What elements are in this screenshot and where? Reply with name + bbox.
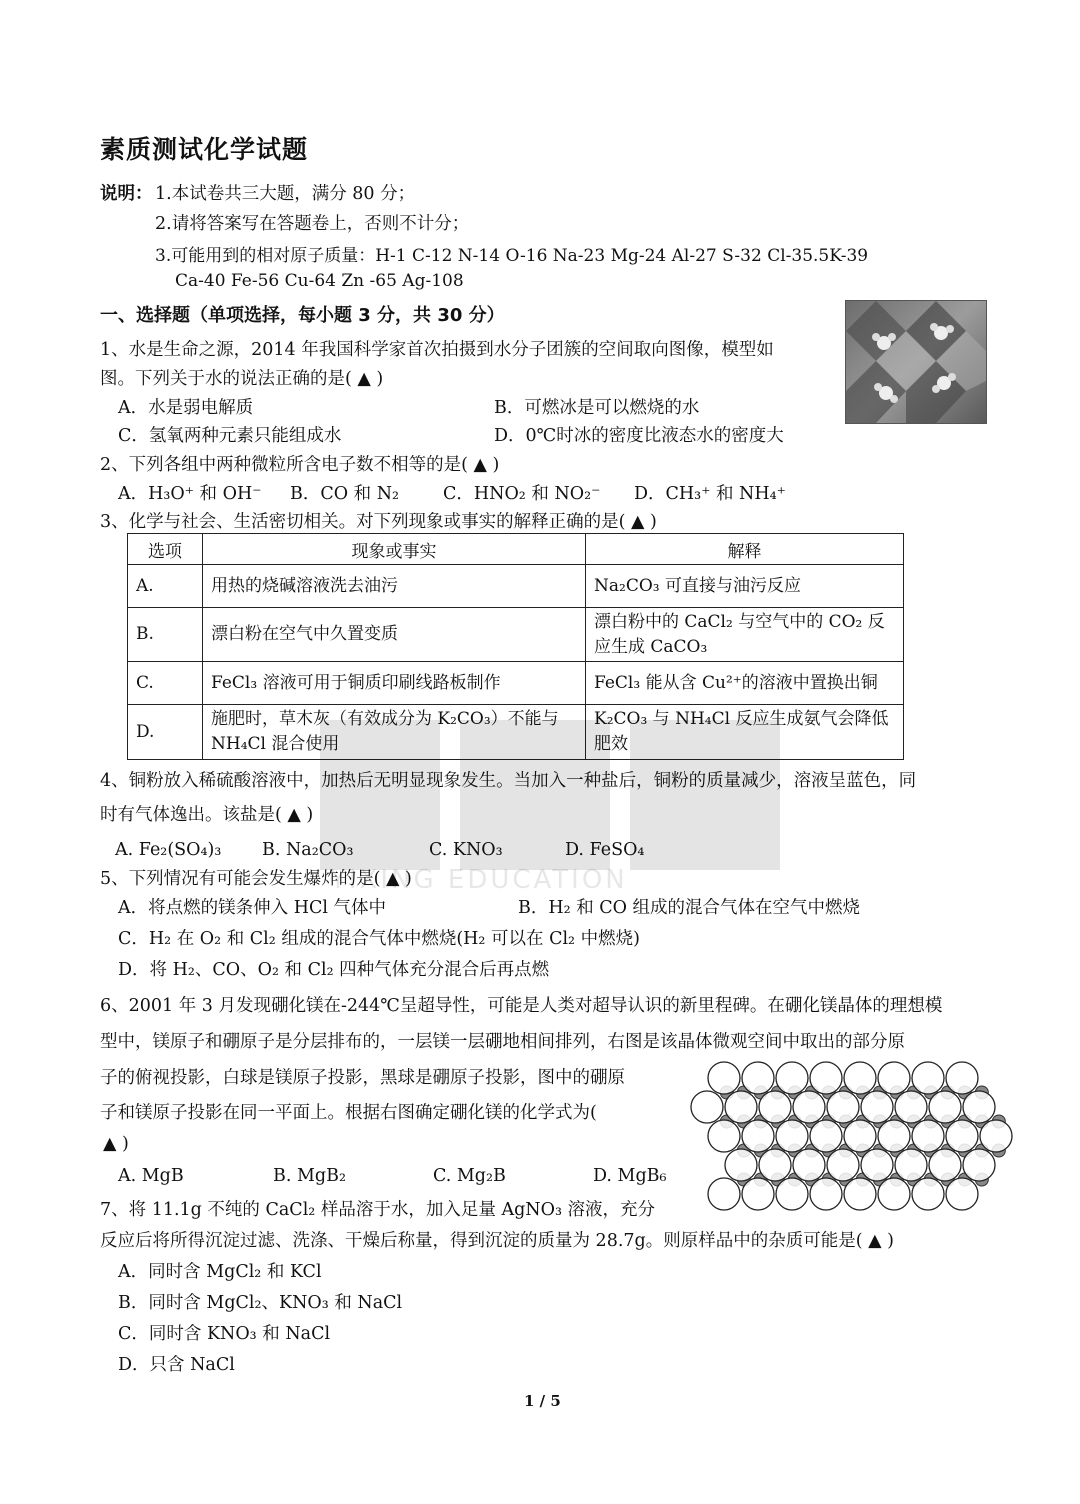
q3-row-fact: 用热的烧碱溶液洗去油污 [203,565,586,608]
q7-option-a: A．同时含 MgCl₂ 和 KCl [118,1262,322,1282]
q3-stem: 3、化学与社会、生活密切相关。对下列现象或事实的解释正确的是( ▲ ) [100,512,657,532]
table-row [128,705,904,759]
magnesium-atom [742,1120,774,1152]
q2-option-c: C．HNO₂ 和 NO₂⁻ [443,484,601,504]
magnesium-atom [912,1178,944,1210]
magnesium-atom [895,1091,927,1123]
q6-option-b: B. MgB₂ [273,1166,346,1186]
table-row [128,662,904,705]
q7-stem-line2: 反应后将所得沉淀过滤、洗涤、干燥后称量，得到沉淀的质量为 28.7g。则原样品中的杂质可能是( ▲ ) [100,1231,894,1251]
q5-stem: 5、下列情况有可能会发生爆炸的是( ▲ ) [100,869,412,889]
q3-row-explain: K₂CO₃ 与 NH₄Cl 反应生成氨气会降低肥效 [586,705,904,759]
magnesium-atom [759,1149,791,1181]
magnesium-atom [861,1149,893,1181]
magnesium-atom [946,1120,978,1152]
q4-option-c: C. KNO₃ [429,840,503,860]
q4-stem-line2: 时有气体逸出。该盐是( ▲ ) [100,805,314,825]
q6-option-d: D. MgB₆ [593,1166,667,1186]
q3-row-explain: FeCl₃ 能从含 Cu²⁺的溶液中置换出铜 [586,662,904,705]
magnesium-atom [929,1091,961,1123]
section-heading: 一、选择题（单项选择，每小题 3 分，共 30 分） [100,305,505,326]
q7-option-d: D．只含 NaCl [118,1355,235,1375]
q3-row-explain: 漂白粉中的 CaCl₂ 与空气中的 CO₂ 反应生成 CaCO₃ [586,608,904,662]
q6-stem-line4: 子和镁原子投影在同一平面上。根据右图确定硼化镁的化学式为( [100,1103,597,1123]
watermark-text: YIXING EDUCATION [330,865,628,895]
q6-stem-line1: 6、2001 年 3 月发现硼化镁在-244℃呈超导性，可能是人类对超导认识的新里程碑。在硼化镁晶体的理想模 [100,996,943,1016]
q1-option-a: A．水是弱电解质 [118,398,254,418]
magnesium-atom [878,1062,910,1094]
q4-option-d: D. FeSO₄ [565,840,645,860]
magnesium-atom [895,1149,927,1181]
magnesium-atom [946,1062,978,1094]
magnesium-atom [776,1062,808,1094]
q6-option-a: A. MgB [118,1166,184,1186]
q3-table [127,533,904,760]
magnesium-atom [980,1120,1012,1152]
magnesium-atom [844,1178,876,1210]
magnesium-atom [810,1062,842,1094]
q5-option-c: C．H₂ 在 O₂ 和 Cl₂ 组成的混合气体中燃烧(H₂ 可以在 Cl₂ 中燃烧) [118,929,640,949]
magnesium-atom [912,1120,944,1152]
q2-option-b: B．CO 和 N₂ [290,484,400,504]
table-row [128,565,904,608]
q3-row-option: C. [128,662,203,705]
magnesium-atom [742,1178,774,1210]
magnesium-atom [793,1091,825,1123]
magnesium-atom [742,1062,774,1094]
q1-option-b: B．可燃冰是可以燃烧的水 [494,398,700,418]
magnesium-atom [963,1091,995,1123]
magnesium-atom [691,1091,723,1123]
magnesium-atom [844,1120,876,1152]
page-number: 1 / 5 [524,1392,561,1410]
q1-option-c: C．氢氧两种元素只能组成水 [118,426,342,446]
table-row [128,608,904,662]
notes-line-1: 1.本试卷共三大题，满分 80 分； [155,184,416,204]
magnesium-atom [725,1091,757,1123]
magnesium-atom [878,1120,910,1152]
magnesium-atom [708,1178,740,1210]
magnesium-atom [963,1149,995,1181]
q4-option-a: A. Fe₂(SO₄)₃ [115,840,222,860]
q6-option-c: C. Mg₂B [433,1166,506,1186]
magnesium-atom [725,1149,757,1181]
magnesium-atom [929,1149,961,1181]
q3-row-fact: FeCl₃ 溶液可用于铜质印刷线路板制作 [203,662,586,705]
q7-option-b: B．同时含 MgCl₂、KNO₃ 和 NaCl [118,1293,403,1313]
q2-option-d: D．CH₃⁺ 和 NH₄⁺ [634,484,786,504]
magnesium-atom [827,1091,859,1123]
q3-header-fact: 现象或事实 [203,534,586,565]
q1-stem-line2: 图。下列关于水的说法正确的是( ▲ ) [100,369,384,389]
q6-stem-line5: ▲ ) [103,1134,129,1154]
magnesium-atom [946,1178,978,1210]
q3-row-fact: 施肥时，草木灰（有效成分为 K₂CO₃）不能与 NH₄Cl 混合使用 [203,705,586,759]
notes-label: 说明： [100,184,153,204]
q2-option-a: A．H₃O⁺ 和 OH⁻ [118,484,262,504]
q3-row-option: A. [128,565,203,608]
q4-option-b: B. Na₂CO₃ [262,840,354,860]
q6-stem-line3: 子的俯视投影，白球是镁原子投影，黑球是硼原子投影，图中的硼原 [100,1068,625,1088]
magnesium-atom [759,1091,791,1123]
magnesium-atom [776,1120,808,1152]
q3-row-fact: 漂白粉在空气中久置变质 [203,608,586,662]
q1-stem-line1: 1、水是生命之源，2014 年我国科学家首次拍摄到水分子团簇的空间取向图像，模型如 [100,340,774,360]
magnesium-atom [708,1062,740,1094]
q3-row-explain: Na₂CO₃ 可直接与油污反应 [586,565,904,608]
magnesium-atom [776,1178,808,1210]
magnesium-atom [912,1062,944,1094]
q2-stem: 2、下列各组中两种微粒所含电子数不相等的是( ▲ ) [100,455,500,475]
q5-option-d: D．将 H₂、CO、O₂ 和 Cl₂ 四种气体充分混合后再点燃 [118,960,550,980]
q3-row-option: D. [128,705,203,759]
water-cluster-image [845,300,987,424]
notes-line-3: 3.可能用到的相对原子质量：H-1 C-12 N-14 O-16 Na-23 Mg-24 Al-27 S-32 Cl-35.5K-39 [155,246,869,266]
magnesium-atom [708,1120,740,1152]
q7-option-c: C．同时含 KNO₃ 和 NaCl [118,1324,331,1344]
q5-option-b: B．H₂ 和 CO 组成的混合气体在空气中燃烧 [518,898,861,918]
q4-stem-line1: 4、铜粉放入稀硫酸溶液中，加热后无明显现象发生。当加入一种盐后，铜粉的质量减少，溶液呈蓝色，同 [100,771,917,791]
magnesium-atom [844,1062,876,1094]
q3-header-explain: 解释 [586,534,904,565]
page-title: 素质测试化学试题 [100,135,309,164]
magnesium-atom [861,1091,893,1123]
notes-line-4: Ca-40 Fe-56 Cu-64 Zn -65 Ag-108 [175,271,464,291]
q3-row-option: B. [128,608,203,662]
q7-stem-line1: 7、将 11.1g 不纯的 CaCl₂ 样品溶于水，加入足量 AgNO₃ 溶液，充分 [100,1200,656,1220]
q1-option-d: D．0℃时冰的密度比液态水的密度大 [494,426,784,446]
notes-line-2: 2.请将答案写在答题卷上，否则不计分； [155,214,470,234]
q5-option-a: A．将点燃的镁条伸入 HCl 气体中 [118,898,387,918]
magnesium-atom [878,1178,910,1210]
magnesium-atom [793,1149,825,1181]
magnesium-atom [827,1149,859,1181]
magnesium-atom [810,1120,842,1152]
magnesium-atom [810,1178,842,1210]
q3-header-option: 选项 [128,534,203,565]
q6-stem-line2: 型中，镁原子和硼原子是分层排布的，一层镁一层硼地相间排列，右图是该晶体微观空间中取出的部分原 [100,1032,905,1052]
water-cluster-graphic [846,301,986,423]
crystal-projection-diagram [684,1060,1014,1220]
